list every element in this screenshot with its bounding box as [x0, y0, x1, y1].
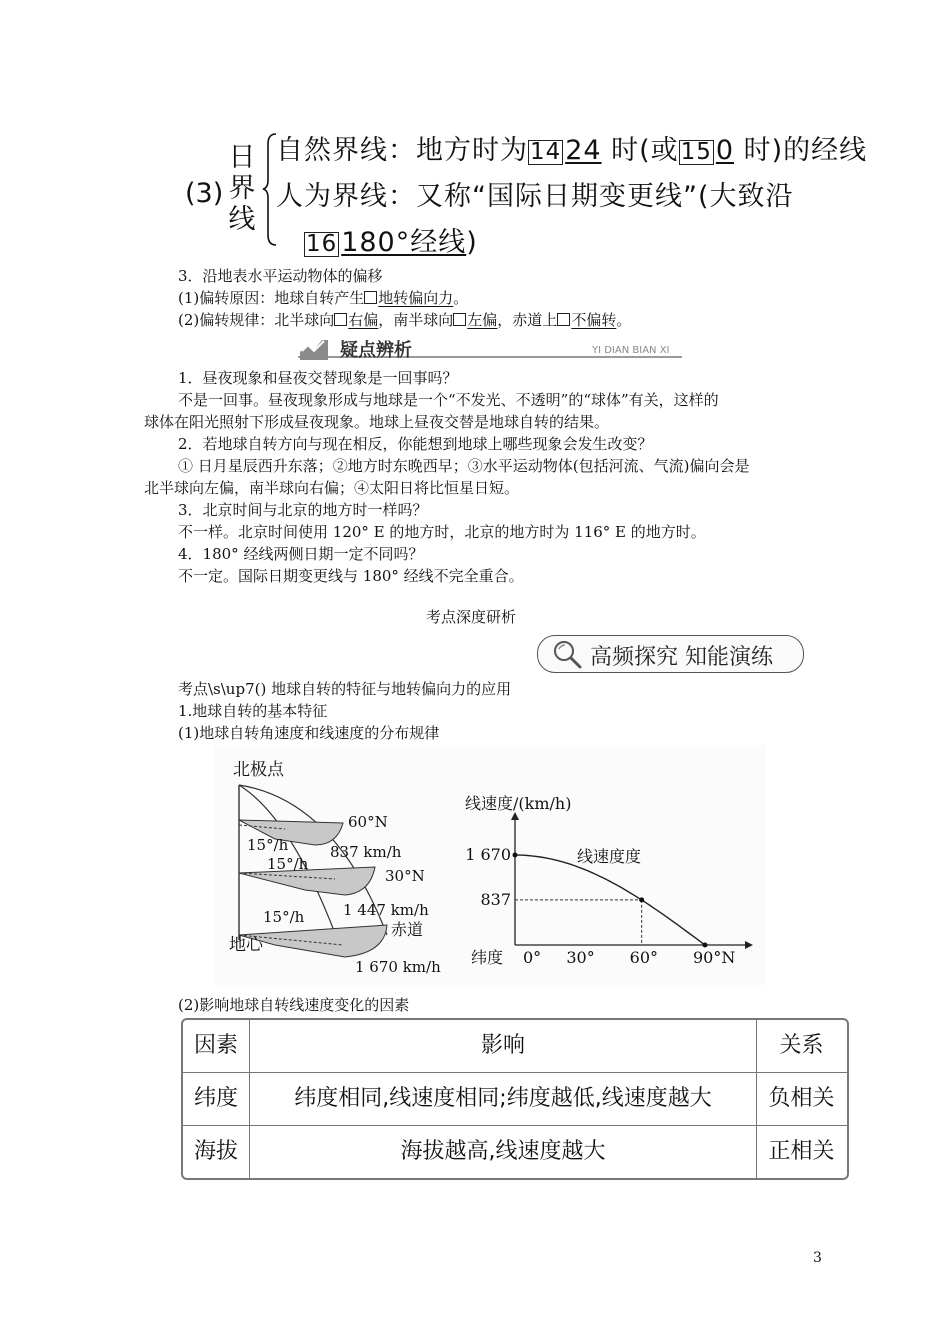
x-axis-label: 纬度	[471, 948, 504, 967]
table-row	[183, 1073, 847, 1126]
header-factor: 因素	[193, 1033, 238, 1058]
angular-speed-30-label: 15°/h	[267, 855, 309, 873]
deflection-rule: (2)偏转规律：北半球向 右偏，南半球向 左偏，赤道上 不偏转。	[178, 311, 632, 329]
speed30-label: 1 447 km/h	[343, 901, 429, 919]
faq-question-3: 3．北京时间与北京的地方时一样吗？	[178, 501, 428, 519]
deflection-title: 3．沿地表水平运动物体的偏移	[178, 267, 383, 285]
magnifier-icon	[548, 637, 588, 671]
lat60-label: 60°N	[348, 813, 388, 831]
y-axis-label: 线速度/(km/h)	[465, 794, 572, 813]
subheading-1a: (1)地球自转角速度和线速度的分布规律	[178, 724, 440, 742]
section-pill	[537, 635, 804, 673]
rotation-speed-figure	[215, 745, 775, 985]
row-factor: 纬度	[193, 1086, 238, 1111]
day-boundary-heading: 日 界 线	[228, 142, 256, 235]
faq-question-4: 4．180° 经线两侧日期一定不同吗？	[178, 545, 424, 563]
artificial-boundary-line: 人为界线：又称“国际日期变更线”(大致沿	[276, 181, 794, 212]
faq-question-1: 1．昼夜现象和昼夜交替现象是一回事吗？	[178, 369, 458, 387]
pill-text: 高频探究 知能演练	[590, 645, 773, 670]
table-header-row	[183, 1020, 847, 1073]
lat30-label: 30°N	[385, 867, 425, 885]
chart-trend-icon	[300, 340, 328, 360]
faq-answer-1-line2: 球体在阳光照射下形成昼夜现象。地球上昼夜交替是地球自转的结果。	[144, 413, 610, 431]
speed-equator-label: 1 670 km/h	[355, 958, 441, 976]
item-number: (3)	[185, 178, 224, 209]
faq-answer-2-line2: 北半球向左偏，南半球向右偏；④太阳日将比恒星日短。	[144, 479, 520, 497]
table-row	[183, 1126, 847, 1178]
faq-answer-1-line1: 不是一回事。昼夜现象形成与地球是一个“不发光、不透明”的“球体”有关，这样的	[178, 391, 719, 409]
section-banner	[298, 334, 682, 364]
angular-speed-60-label: 15°/h	[247, 836, 289, 854]
y-tick-label: 837	[480, 889, 511, 909]
day-boundary-block	[180, 118, 868, 258]
page-number: 3	[813, 1250, 822, 1266]
faq-answer-3: 不一样。北京时间使用 120° E 的地方时，北京的地方时为 116° E 的地方时。	[178, 523, 706, 541]
earth-center-label: 地心	[229, 935, 263, 955]
data-point-0	[513, 853, 518, 858]
subheading-2: (2)影响地球自转线速度变化的因素	[178, 996, 410, 1014]
x-tick-label: 0°	[523, 948, 542, 967]
equator-label: 赤道	[391, 920, 424, 939]
row-effect: 纬度相同,线速度相同;纬度越低,线速度越大	[249, 1073, 757, 1125]
faq-answer-2-line1: ① 日月星辰西升东落；②地方时东晚西早；③水平运动物体(包括河流、气流)偏向会是	[178, 457, 750, 475]
subheading-1: 1.地球自转的基本特征	[178, 702, 328, 720]
row-factor: 海拔	[193, 1139, 238, 1164]
header-effect: 影响	[249, 1020, 757, 1072]
topic-line: 考点\s\up7() 地球自转的特征与地转偏向力的应用	[178, 680, 512, 698]
natural-boundary-line: 自然界线：地方时为14 24 时(或15 0 时)的经线	[276, 135, 868, 166]
section-title: 考点深度研析	[426, 608, 517, 626]
faq-answer-4: 不一定。国际日期变更线与 180° 经线不完全重合。	[178, 567, 524, 585]
deflection-cause: (1)偏转原因：地球自转产生 地转偏向力。	[178, 289, 469, 307]
x-tick-label: 60°	[629, 948, 659, 967]
north-pole-label: 北极点	[233, 760, 284, 780]
banner-title: 疑点辨析	[340, 340, 412, 361]
x-tick-label: 90°N	[693, 948, 736, 967]
row-effect: 海拔越高,线速度越大	[249, 1126, 757, 1178]
x-tick-label: 30°	[566, 948, 595, 967]
data-point-2	[703, 943, 708, 948]
artificial-boundary-line-2: 16 180°经线)	[306, 227, 478, 258]
figure-svg	[215, 745, 775, 985]
data-point-1	[639, 897, 644, 902]
factors-table	[181, 1018, 849, 1180]
row-relation: 负相关	[768, 1086, 835, 1111]
speed60-label: 837 km/h	[330, 843, 402, 861]
header-relation: 关系	[779, 1033, 824, 1058]
angular-speed-equator-label: 15°/h	[263, 908, 305, 926]
faq-question-2: 2．若地球自转方向与现在相反，你能想到地球上哪些现象会发生改变？	[178, 435, 653, 453]
banner-pinyin: YI DIAN BIAN XI	[592, 345, 670, 356]
series-label: 线速度度	[577, 847, 642, 866]
row-relation: 正相关	[768, 1139, 835, 1164]
y-tick-label: 1 670	[465, 845, 511, 864]
